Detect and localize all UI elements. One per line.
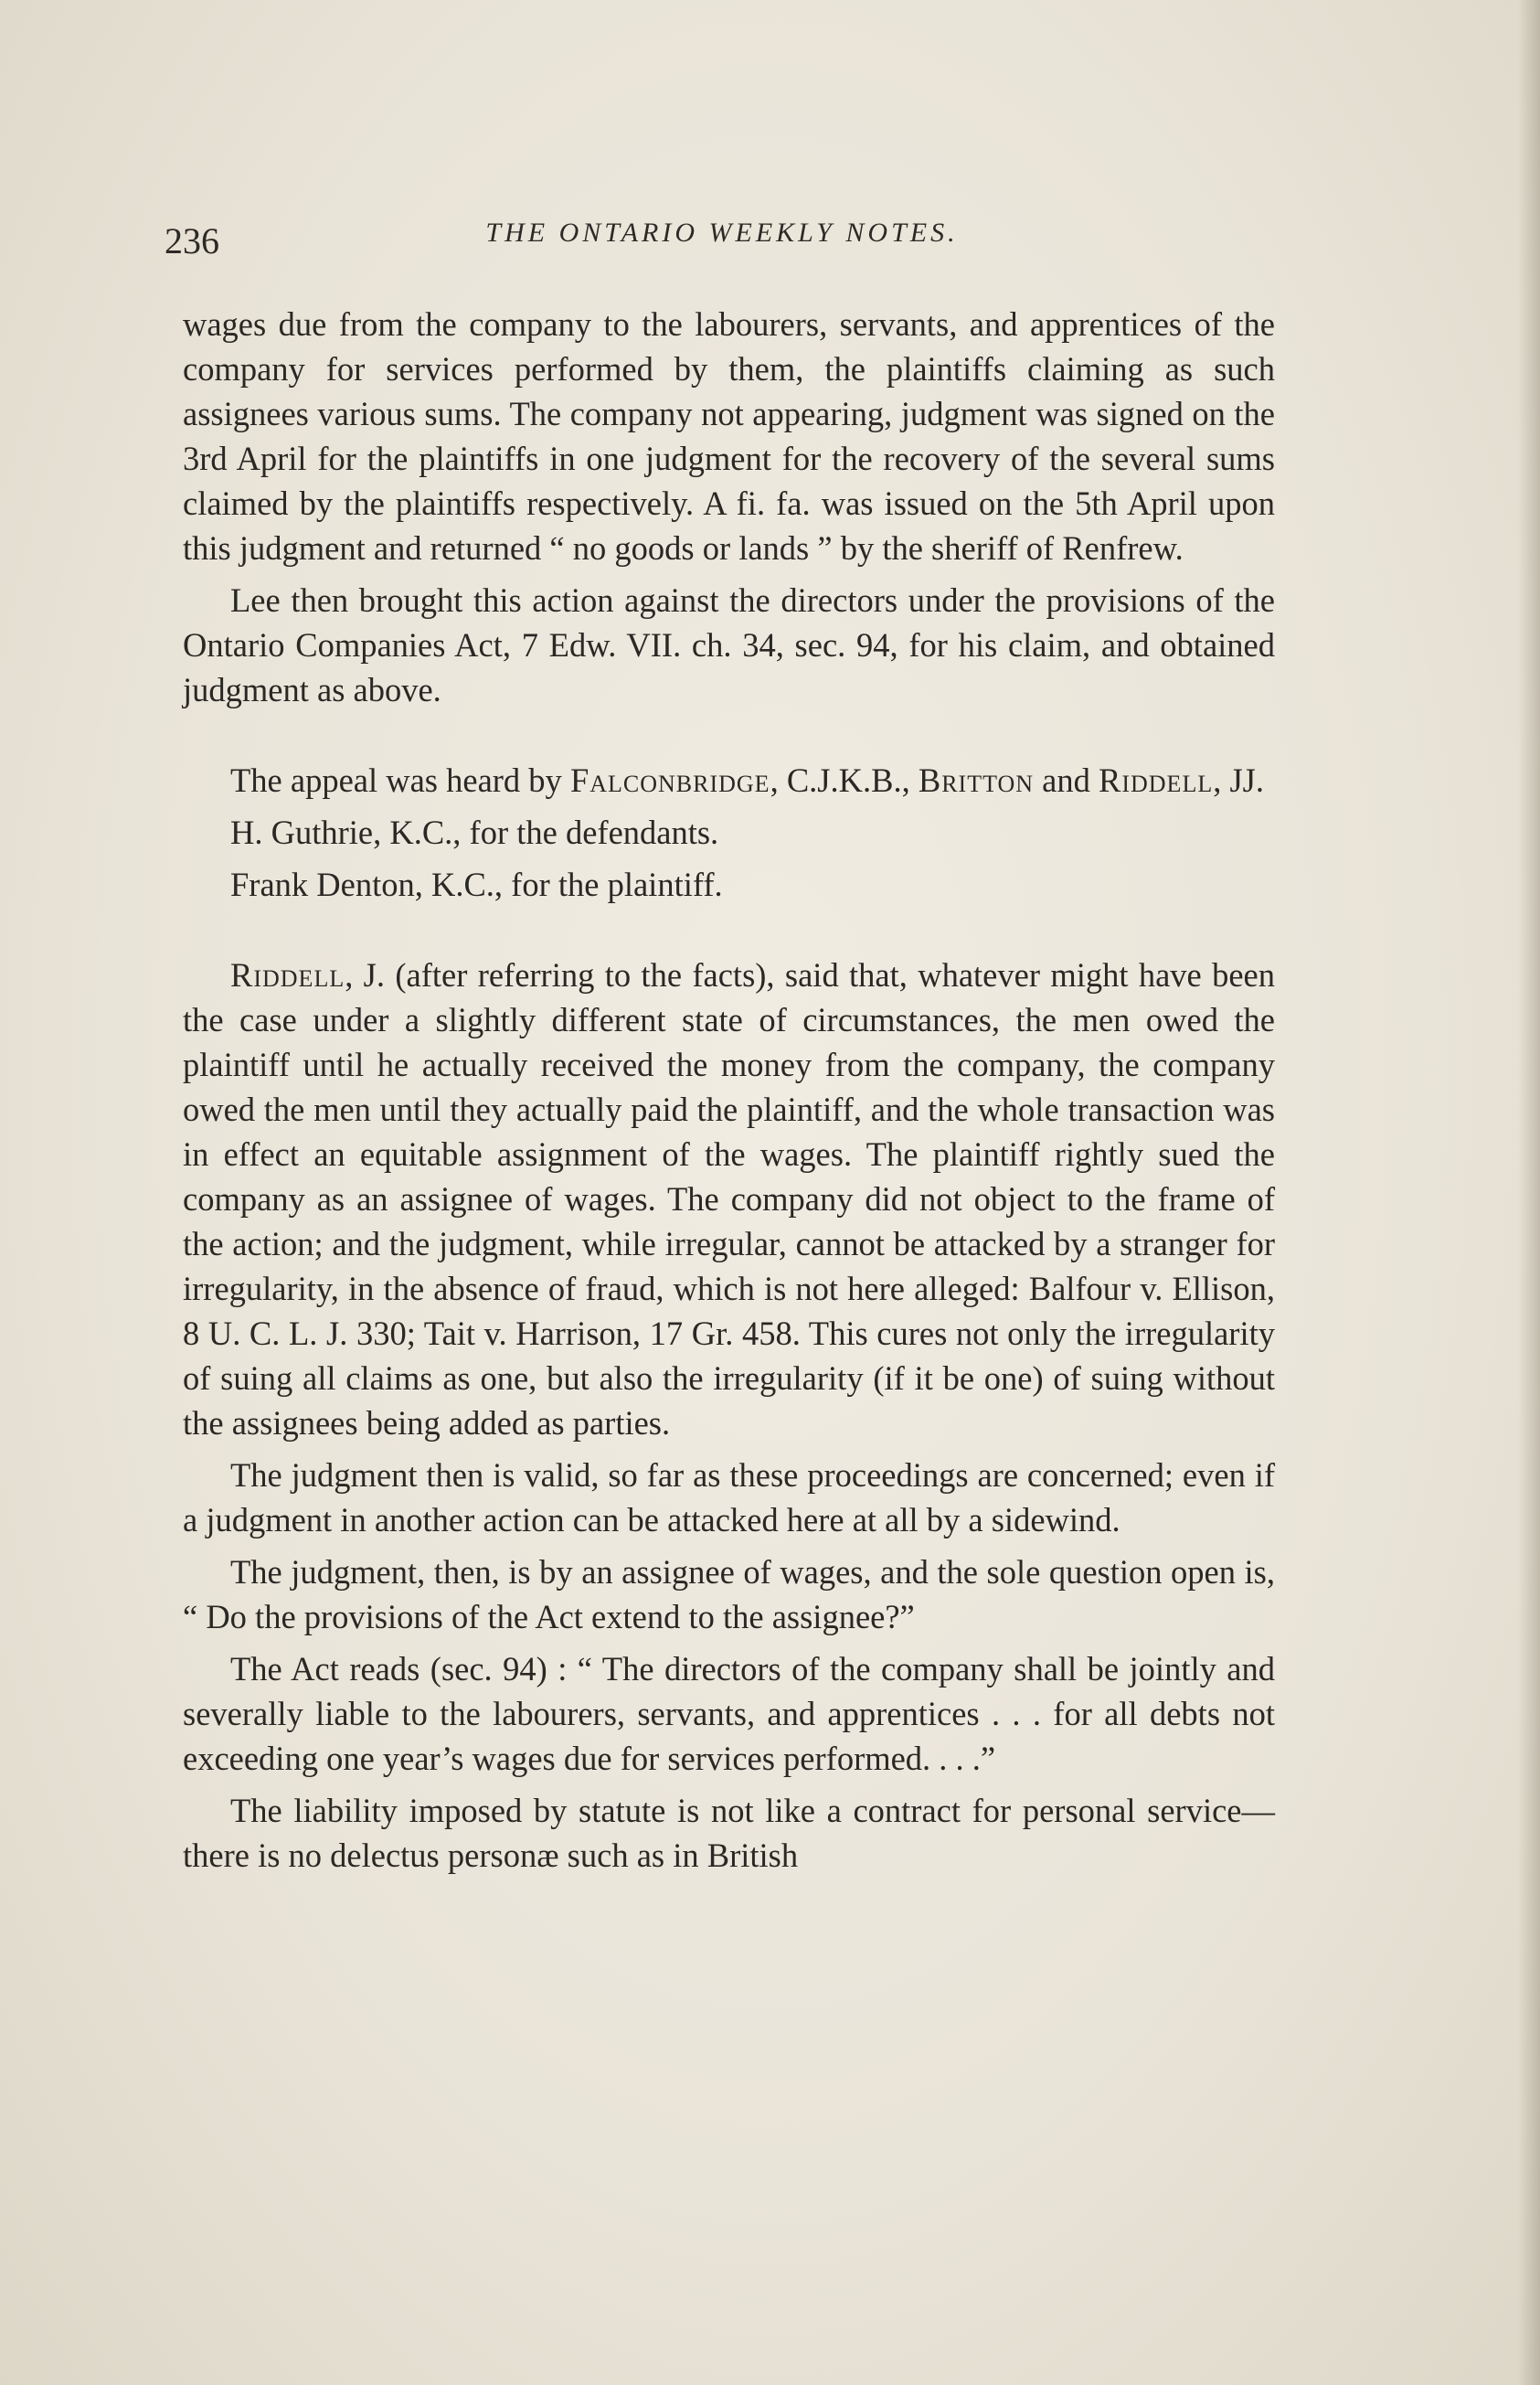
judge-falconbridge: Falconbridge — [569, 761, 770, 799]
counsel-defendants: H. Guthrie, K.C., for the defendants. — [230, 814, 719, 851]
judge-britton: Britton — [918, 761, 1035, 799]
paragraph-8: The liability imposed by statute is not like a contract for personal service—there is no delectus personæ such as in British — [183, 1792, 1275, 1874]
paragraph-judgment — [183, 953, 1275, 1445]
paragraph-6: The judgment, then, is by an assignee of wages, and the sole question open is, “ Do the provisions of the Act extend to the assignee?” — [183, 1553, 1275, 1635]
page-number: 236 — [165, 220, 219, 261]
body-text — [183, 302, 1275, 1878]
judge-riddell: Riddell — [1099, 761, 1214, 799]
counsel-plaintiff: Frank Denton, K.C., for the plaintiff. — [230, 866, 723, 903]
judgment-text: , J. (after referring to the facts), said that, whatever might have been the case under a slightly different state of circumstances, the men owed the plaintiff until he actually received the money from the company, the company owed the men until they actually paid the plaintiff, and the whole transaction was in effect an equitable assignment of the wages. The plaintiff rightly sued the company as an assignee of wages. The company did not object to the frame of the action; and the judgment, while irregular, cannot be attacked by a stranger for irregularity, in the absence of fraud, which is not here alleged: Balfour v. Ellison, 8 U. C. L. J. 330; Tait v. Harrison, 17 Gr. 458. This cures not only the irregularity of suing all claims as one, but also the irregularity (if it be one) of suing without the assignees being added as parties. — [183, 956, 1275, 1442]
paragraph-5: The judgment then is valid, so far as these proceedings are concerned; even if a judgment in another action can be attacked here at all by a sidewind. — [183, 1456, 1275, 1539]
bench-title-1: , C.J.K.B., — [770, 761, 919, 799]
bench-intro: The appeal was heard by — [230, 761, 570, 799]
paragraph-bench — [183, 758, 1275, 803]
page-header — [165, 212, 1280, 267]
page-edge-shadow — [1518, 0, 1540, 2385]
paragraph-1: wages due from the company to the labourers, servants, and apprentices of the company for services performed by them, the plaintiffs claiming as such assignees various sums. The company not appearing, judgment was signed on the 3rd April for the plaintiffs in one judgment for the recovery of the several sums claimed by the plaintiffs respectively. A fi. fa. was issued on the 5th April upon this judgment and returned “ no goods or lands ” by the sheriff of Renfrew. — [183, 305, 1275, 567]
judge-name: Riddell — [230, 956, 345, 994]
running-head: THE ONTARIO WEEKLY NOTES. — [485, 218, 959, 248]
bench-and: and — [1034, 761, 1099, 799]
paragraph-7: The Act reads (sec. 94) : “ The directors of the company shall be jointly and severally liable to the labourers, servants, and apprentices . . . for all debts not exceeding one year’s wages due for services performed. . . .” — [183, 1650, 1275, 1777]
bench-title-2: , JJ. — [1213, 761, 1264, 799]
paragraph-2: Lee then brought this action against the directors under the provisions of the Ontario Companies Act, 7 Edw. VII. ch. 34, sec. 94, for his claim, and obtained judgment as above. — [183, 581, 1275, 708]
